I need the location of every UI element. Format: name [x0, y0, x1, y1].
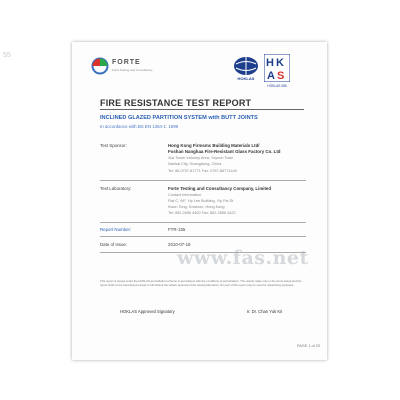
date-of-issue-value: 2010-07-18 — [168, 242, 191, 247]
laboratory-address-2: Kwun Tong, Kowloon, Hong Kong — [168, 205, 225, 209]
svg-text:A: A — [267, 70, 275, 82]
sponsor-phone: Tel: 86-0757-81771 Fax: 0757-85771440 — [168, 169, 237, 173]
hoklas-logo — [232, 56, 260, 88]
section-divider — [100, 222, 306, 223]
hkas-mark-icon — [264, 54, 290, 82]
laboratory-contact: Contact Information — [168, 193, 202, 197]
forte-name: FORTE — [112, 59, 141, 66]
page-number: PAGE 1 of 23 — [297, 344, 320, 348]
sponsor-company-1: Hong Kong Firmsmc Building Materials Ltd/ — [168, 143, 260, 148]
svg-text:S: S — [277, 70, 285, 82]
section-divider — [100, 236, 306, 237]
report-title: FIRE RESISTANCE TEST REPORT — [100, 98, 252, 108]
signatory-name: Ir. Dr. Chan Yuk Kit — [247, 309, 283, 314]
svg-text:K: K — [276, 57, 284, 69]
sponsor-label: Test Sponsor: — [100, 143, 127, 148]
laboratory-label: Test Laboratory: — [100, 186, 132, 191]
laboratory-address-1: Flat C, 9/F, Yip Lee Building, Yip Fat St — [168, 199, 234, 203]
report-subtitle: INCLINED GLAZED PARTITION SYSTEM with BUTT JOINTS — [100, 115, 258, 121]
report-page — [72, 42, 327, 360]
laboratory-name: Forte Testing and Consultancy Company, Limited — [168, 186, 272, 191]
sponsor-company-2: Foshan Nanghaa Fire-Resistant Glass Factory Co. Ltd — [168, 149, 281, 154]
sponsor-address-2: Nanhai City, Guangdong, China — [168, 162, 222, 166]
report-number-value: FTR-155 — [168, 227, 186, 232]
laboratory-phone: Tel: 852-2856 4400 Fax: 852-2856 4422 — [168, 211, 236, 215]
approved-signatory: HOKLAS Approved Signatory — [120, 309, 175, 314]
date-of-issue-label: Date of Issue: — [100, 242, 128, 247]
hkas-logo — [264, 54, 290, 94]
test-standard: In accordance with BS EN 1364-1: 1999 — [100, 124, 179, 129]
title-divider — [100, 109, 304, 110]
disclaimer-text: This report is issued under the HOKLAS accreditation scheme in accordance with the conditions of accreditation. The results relate only to the items tested and the report shall not be reproduced except in full without the written approval of the issuing laboratory. No part of this report may be used for advertising purposes. — [100, 279, 302, 287]
svg-text:H: H — [266, 57, 274, 69]
hoklas-globe-icon — [232, 56, 260, 76]
hkas-label: HOKLAS 085 — [267, 84, 287, 88]
edge-mark: 55 — [3, 52, 11, 59]
sponsor-address-1: Xiai Tower Industry Area, Yoyoun Town — [168, 156, 234, 160]
watermark: www.fas.net — [177, 247, 309, 269]
section-divider — [100, 180, 306, 181]
forte-logo-icon — [90, 56, 110, 76]
report-number-label: Report Number: — [100, 227, 132, 232]
forte-logo — [90, 56, 160, 76]
hoklas-label: HOKLAS — [237, 76, 255, 81]
forte-tagline: Forte Testing and Consultancy — [112, 68, 153, 72]
